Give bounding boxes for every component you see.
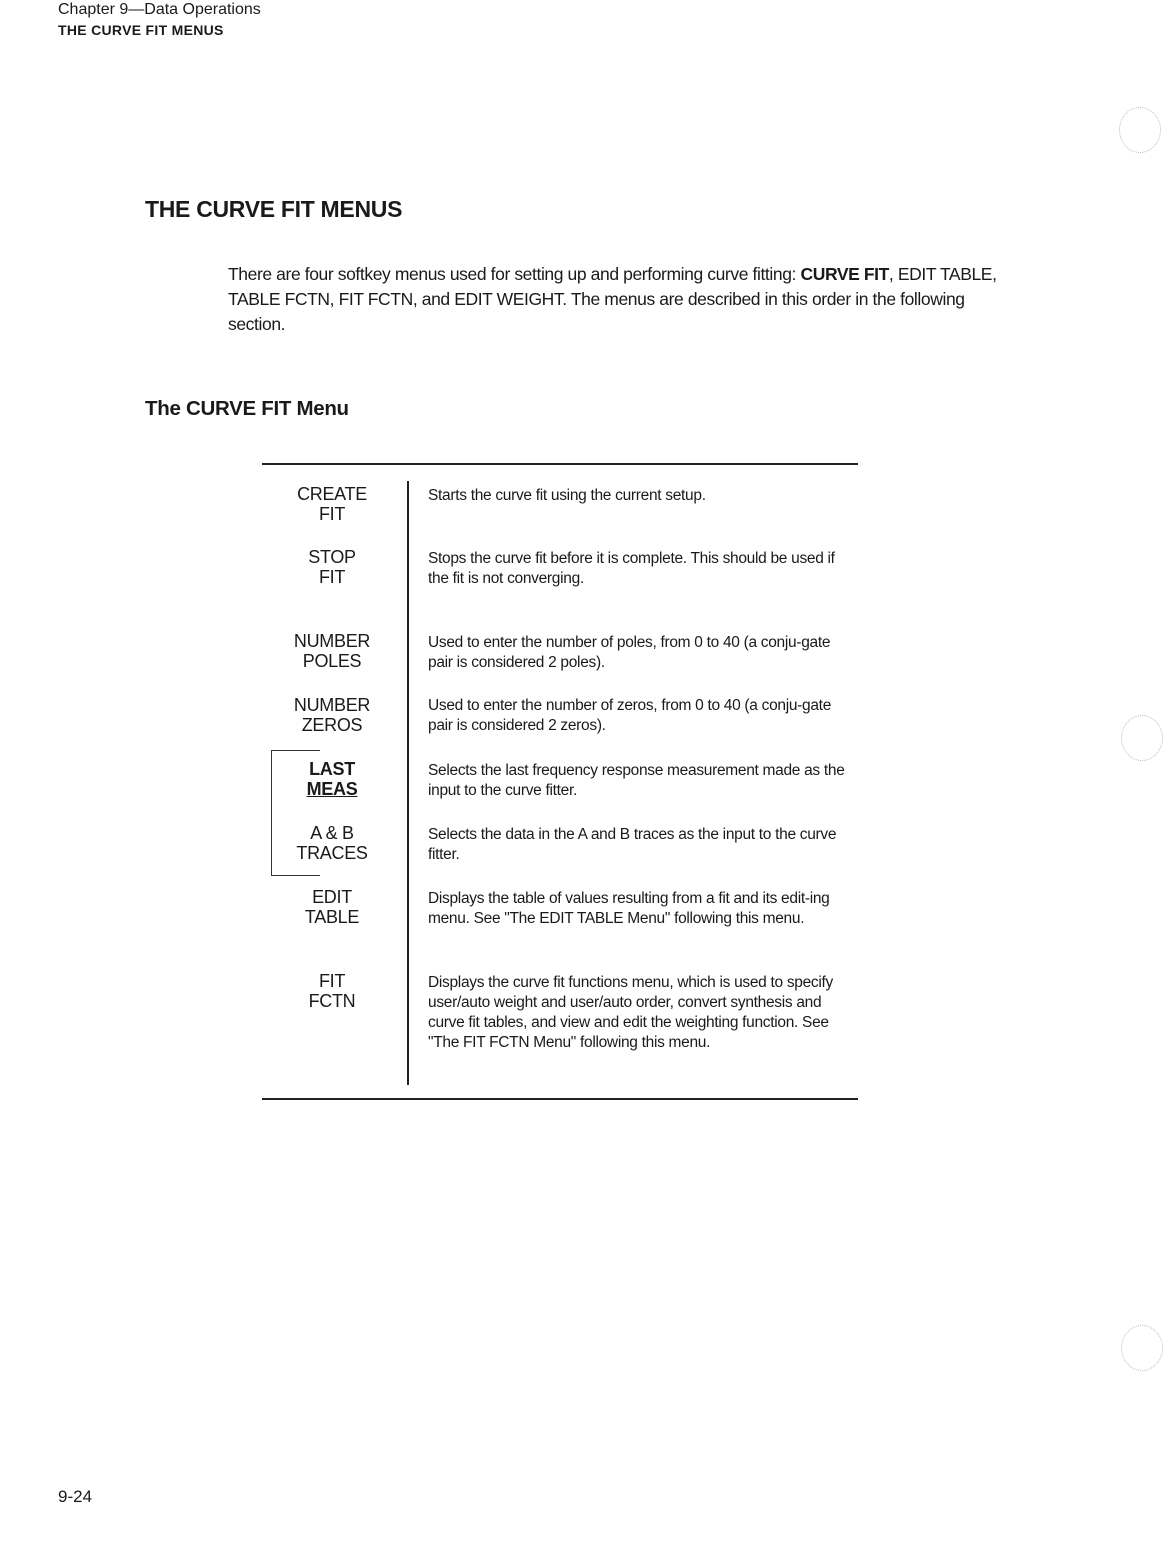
softkey-line: FCTN [308, 991, 356, 1011]
section-title: THE CURVE FIT MENUS [145, 196, 403, 222]
softkey-line: FIT [318, 567, 346, 587]
punch-hole-bottom [1121, 1325, 1163, 1371]
softkey-line: CREATE [297, 484, 367, 504]
softkey-last-meas [262, 759, 402, 799]
softkey-line: MEAS [306, 779, 358, 799]
punch-hole-top [1119, 107, 1161, 153]
table-top-rule [262, 463, 858, 465]
intro-text-end: , EDIT TABLE, TABLE FCTN, FIT FCTN, and EDIT WEIGHT. The menus are described in this order in the following section. [228, 264, 997, 334]
table-bottom-rule [262, 1098, 858, 1100]
softkey-line: STOP [308, 547, 356, 567]
softkey-stop-fit [262, 547, 402, 587]
desc-number-zeros: Used to enter the number of zeros, from 0 to 40 (a conju-gate pair is considered 2 zeros). [428, 697, 832, 734]
softkey-number-poles [262, 631, 402, 671]
softkey-line: POLES [302, 651, 362, 671]
running-header-chapter: Chapter 9—Data Operations [58, 1, 261, 18]
subsection-title: The CURVE FIT Menu [145, 397, 349, 420]
softkey-line: TRACES [296, 843, 368, 863]
desc-last-meas: Selects the last frequency response measurement made as the input to the curve fitter. [428, 762, 845, 799]
running-header-section: THE CURVE FIT MENUS [58, 22, 224, 38]
softkey-fit-fctn [262, 971, 402, 1011]
softkey-number-zeros [262, 695, 402, 735]
intro-bold-term: CURVE FIT [800, 264, 889, 284]
softkey-line: FIT [318, 504, 346, 524]
desc-fit-fctn: Displays the curve fit functions menu, which is used to specify user/auto weight and user/auto order, convert synthesis and curve fit tables, and view and edit the weighting function. See "The FIT FCTN Menu" following this menu. [428, 974, 833, 1051]
softkey-line: TABLE [304, 907, 360, 927]
softkey-ab-traces [262, 823, 402, 863]
softkey-create-fit [262, 484, 402, 524]
softkey-line: FIT [318, 971, 346, 991]
page-number: 9-24 [58, 1487, 93, 1506]
table-divider [407, 481, 409, 1085]
softkey-line: ZEROS [301, 715, 363, 735]
softkey-line: LAST [309, 759, 355, 779]
intro-paragraph [228, 262, 998, 337]
desc-create-fit: Starts the curve fit using the current setup. [428, 487, 706, 504]
desc-ab-traces: Selects the data in the A and B traces as the input to the curve fitter. [428, 826, 837, 863]
softkey-line: NUMBER [293, 631, 371, 651]
intro-text-start: There are four softkey menus used for setting up and performing curve fitting: [228, 264, 801, 284]
punch-hole-middle [1121, 715, 1163, 761]
softkey-line: EDIT [312, 887, 352, 907]
desc-stop-fit: Stops the curve fit before it is complete. This should be used if the fit is not converging. [428, 550, 835, 587]
softkey-edit-table [262, 887, 402, 927]
softkey-line: NUMBER [293, 695, 371, 715]
softkey-line: A & B [310, 823, 354, 843]
desc-number-poles: Used to enter the number of poles, from 0 to 40 (a conju-gate pair is considered 2 poles). [428, 634, 831, 671]
desc-edit-table: Displays the table of values resulting from a fit and its edit-ing menu. See "The EDIT TABLE Menu" following this menu. [428, 890, 830, 927]
